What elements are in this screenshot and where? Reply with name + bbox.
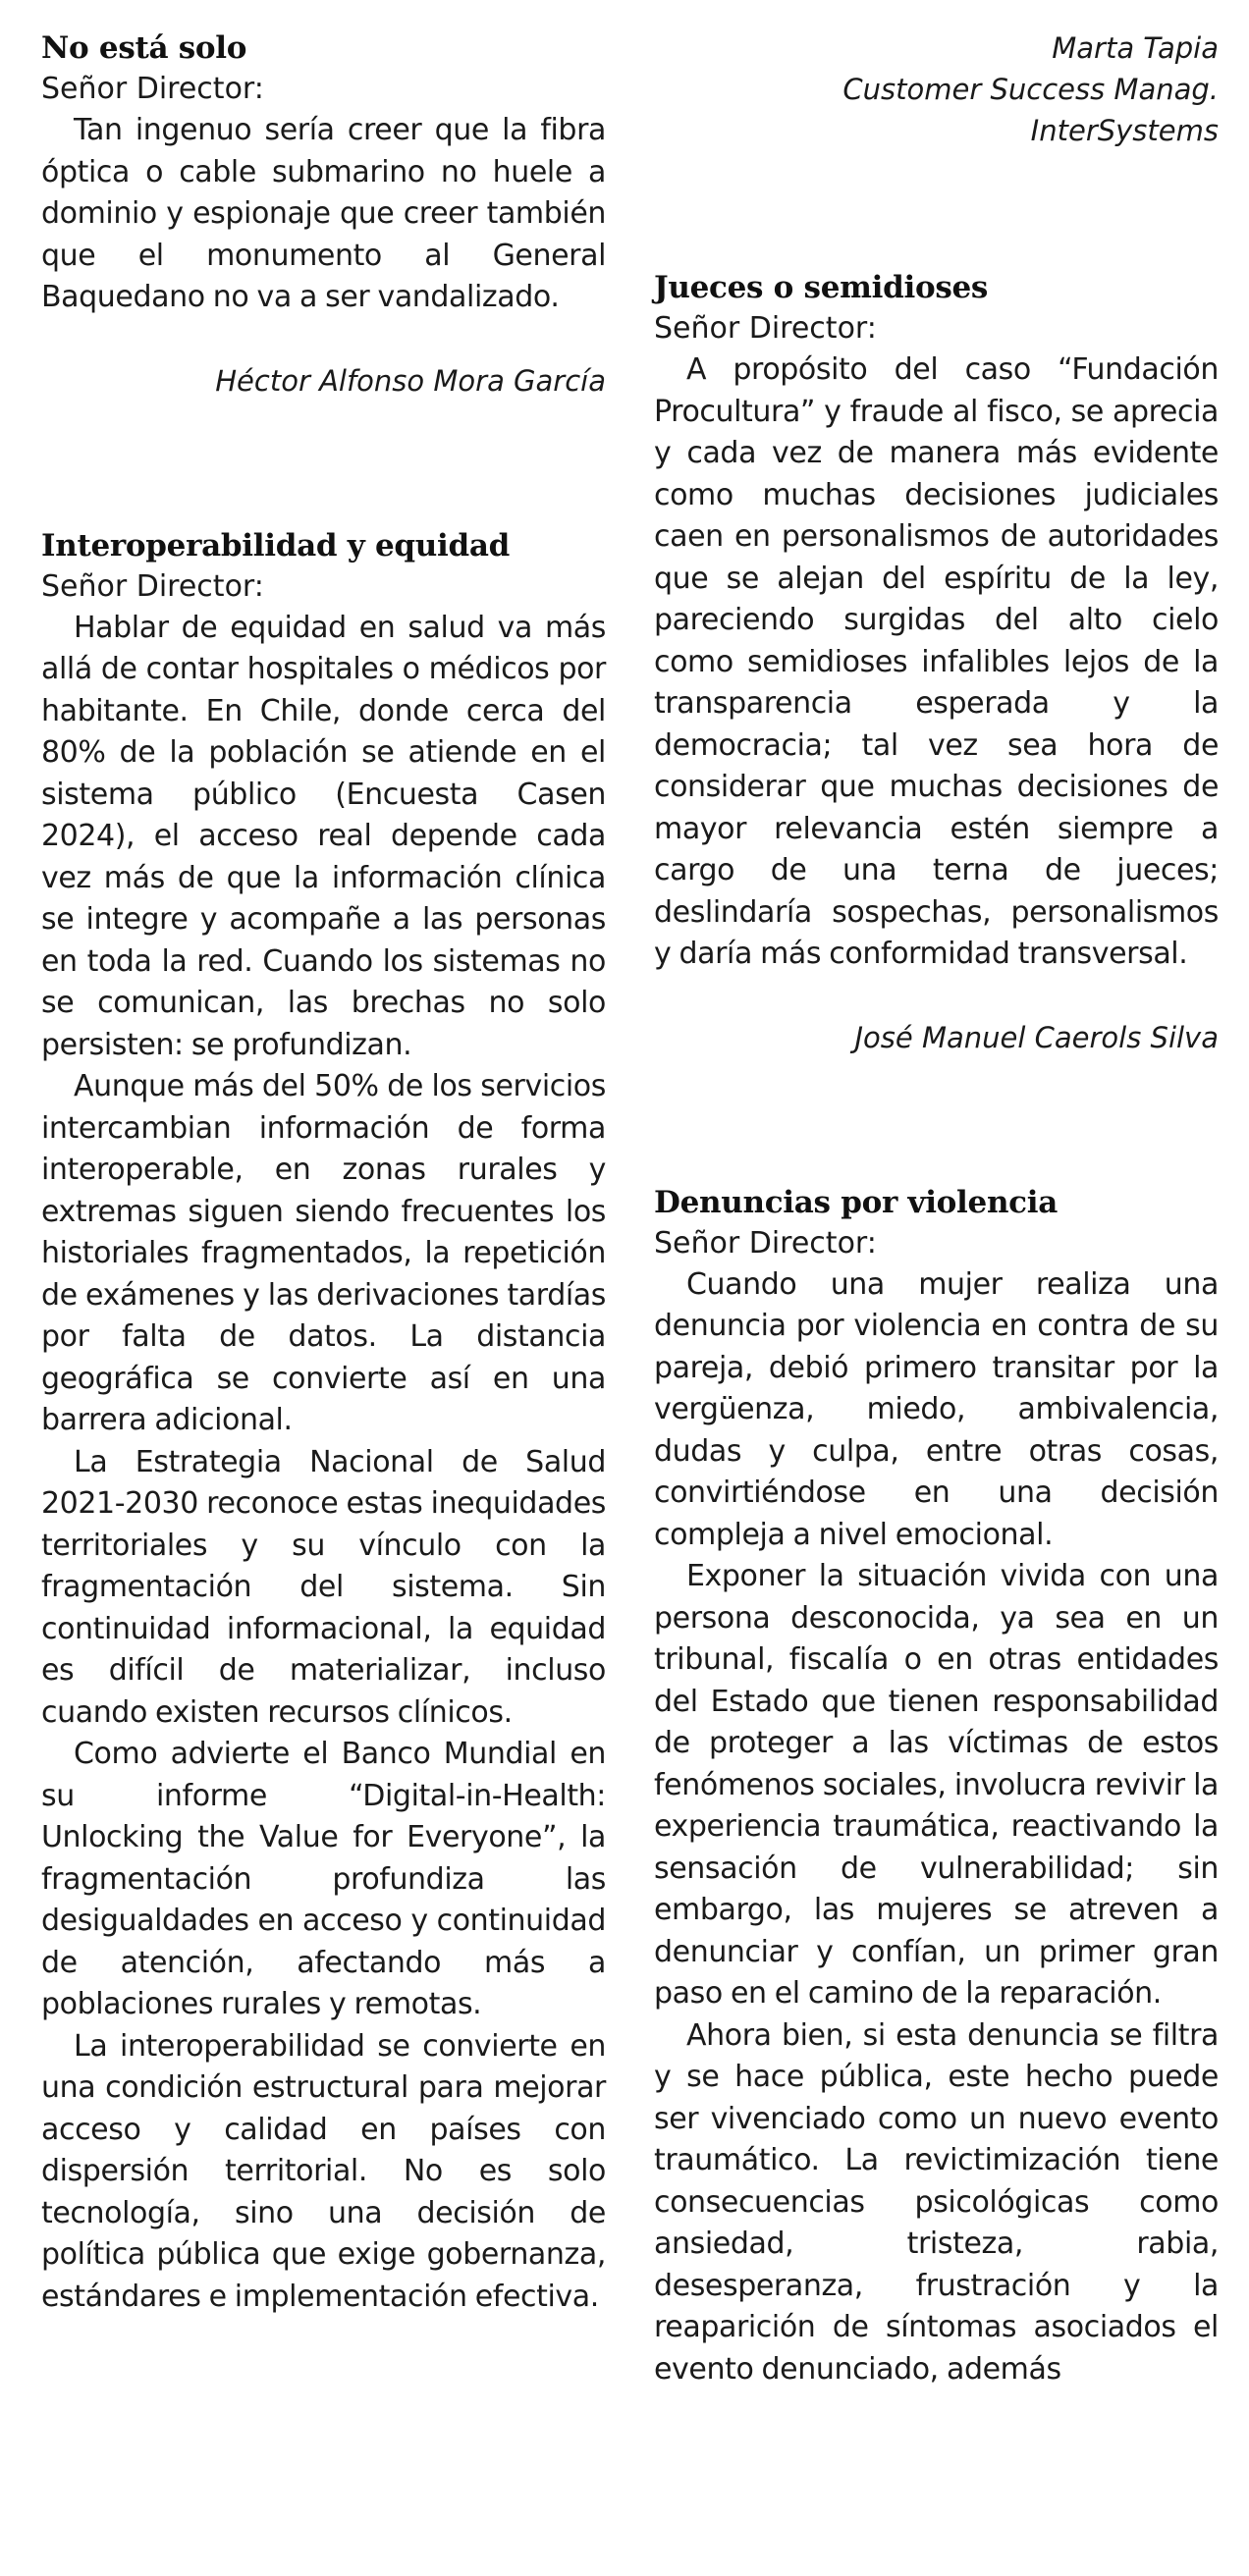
letter-paragraph: Tan ingenuo sería creer que la fibra óptica o cable submarino no huele a dominio y espionaje que creer también que el monumento al General Baquedano no va a ser vandalizado.	[41, 113, 606, 314]
letter-paragraph: La interoperabilidad se convierte en una condición estructural para mejorar acceso y calidad en países con dispersión territorial. No es solo tecnología, sino una decisión de política pública que exige gobernanza, estándares e implementación efectiva.	[41, 2028, 606, 2314]
signature-block-interoperabilidad	[654, 27, 1219, 151]
letter-paragraph: Cuando una mujer realiza una denuncia por violencia en contra de su pareja, debió primero transitar por la vergüenza, miedo, ambivalencia, dudas y culpa, entre otras cosas, convirtiéndose en una decisión compleja a nivel emocional.	[654, 1266, 1219, 1552]
letter-salutation: Señor Director:	[654, 311, 877, 346]
letter-jueces	[654, 267, 1219, 1058]
letter-paragraph: Hablar de equidad en salud va más allá de contar hospitales o médicos por habitante. En Chile, donde cerca del 80% de la población se atiende en el sistema público (Encuesta Casen 2024), el acceso real depende cada vez más de que la información clínica se integre y acompañe a las personas en toda la red. Cuando los sistemas no se comunican, las brechas no solo persisten: se profundizan.	[41, 610, 606, 1062]
letter-signature: José Manuel Caerols Silva	[854, 1020, 1219, 1054]
letter-title: Jueces o semidioses	[654, 270, 989, 305]
letter-title: Interoperabilidad y equidad	[41, 527, 511, 564]
letter-salutation: Señor Director:	[654, 1225, 877, 1261]
letter-paragraph: Como advierte el Banco Mundial en su informe “Digital-in-Health: Unlocking the Value for Everyone”, la fragmentación profundiza las desigualdades en acceso y continuidad de atención, afectando más a poblaciones rurales y remotas.	[41, 1737, 606, 2021]
right-column	[654, 27, 1219, 2390]
letter-paragraph: La Estrategia Nacional de Salud 2021-2030 reconoce estas inequidades territoriales y su vínculo con la fragmentación del sistema. Sin continuidad informacional, la equidad es difícil de materializar, incluso cuando existen recursos clínicos.	[41, 1444, 606, 1730]
letter-interoperabilidad	[41, 525, 606, 2319]
letter-signature: Héctor Alfonso Mora García	[215, 363, 606, 398]
letter-salutation: Señor Director:	[41, 568, 264, 604]
letter-paragraph: A propósito del caso “Fundación Procultura” y fraude al fisco, se aprecia y cada vez de manera más evidente como muchas decisiones judiciales caen en personalismos de autoridades que se alejan del espíritu de la ley, pareciendo surgidas del alto cielo como semidioses infalibles lejos de la transparencia esperada y la democracia; tal vez sea hora de considerar que muchas decisiones de mayor relevancia estén siempre a cargo de una terna de jueces; deslindaría sospechas, personalismos y daría más conformidad transversal.	[654, 352, 1219, 971]
letter-no-esta-solo	[41, 27, 606, 402]
letter-salutation: Señor Director:	[41, 72, 264, 106]
letter-title: No está solo	[41, 30, 247, 66]
letter-paragraph: Ahora bien, si esta denuncia se filtra y se hace pública, este hecho puede ser vivenciado como un nuevo evento traumático. La revictimización tiene consecuencias psicológicas como ansiedad, tristeza, rabia, desesperanza, frustración y la reaparición de síntomas asociados el evento denunciado, además	[654, 2017, 1219, 2387]
letter-paragraph: Exponer la situación vivida con una persona desconocida, ya sea en un tribunal, fiscalía o en otras entidades del Estado que tienen responsabilidad de proteger a las víctimas de estos fenómenos sociales, involucra revivir la experiencia traumática, reactivando la sensación de vulnerabilidad; sin embargo, las mujeres se atreven a denunciar y confían, un primer gran paso en el camino de la reparación.	[654, 1559, 1219, 2011]
letter-paragraph: Aunque más del 50% de los servicios intercambian información de forma interoperable, en zonas rurales y extremas siguen siendo frecuentes los historiales fragmentados, la repetición de exámenes y las derivaciones tardías por falta de datos. La distancia geográfica se convierte así en una barrera adicional.	[41, 1069, 606, 1437]
left-column	[41, 27, 606, 2318]
signature-position: Customer Success Manag.	[842, 73, 1219, 106]
signature-company: InterSystems	[1030, 114, 1219, 147]
letter-denuncias	[654, 1182, 1219, 2391]
letter-title: Denuncias por violencia	[654, 1184, 1059, 1220]
signature-name: Marta Tapia	[1052, 31, 1219, 65]
